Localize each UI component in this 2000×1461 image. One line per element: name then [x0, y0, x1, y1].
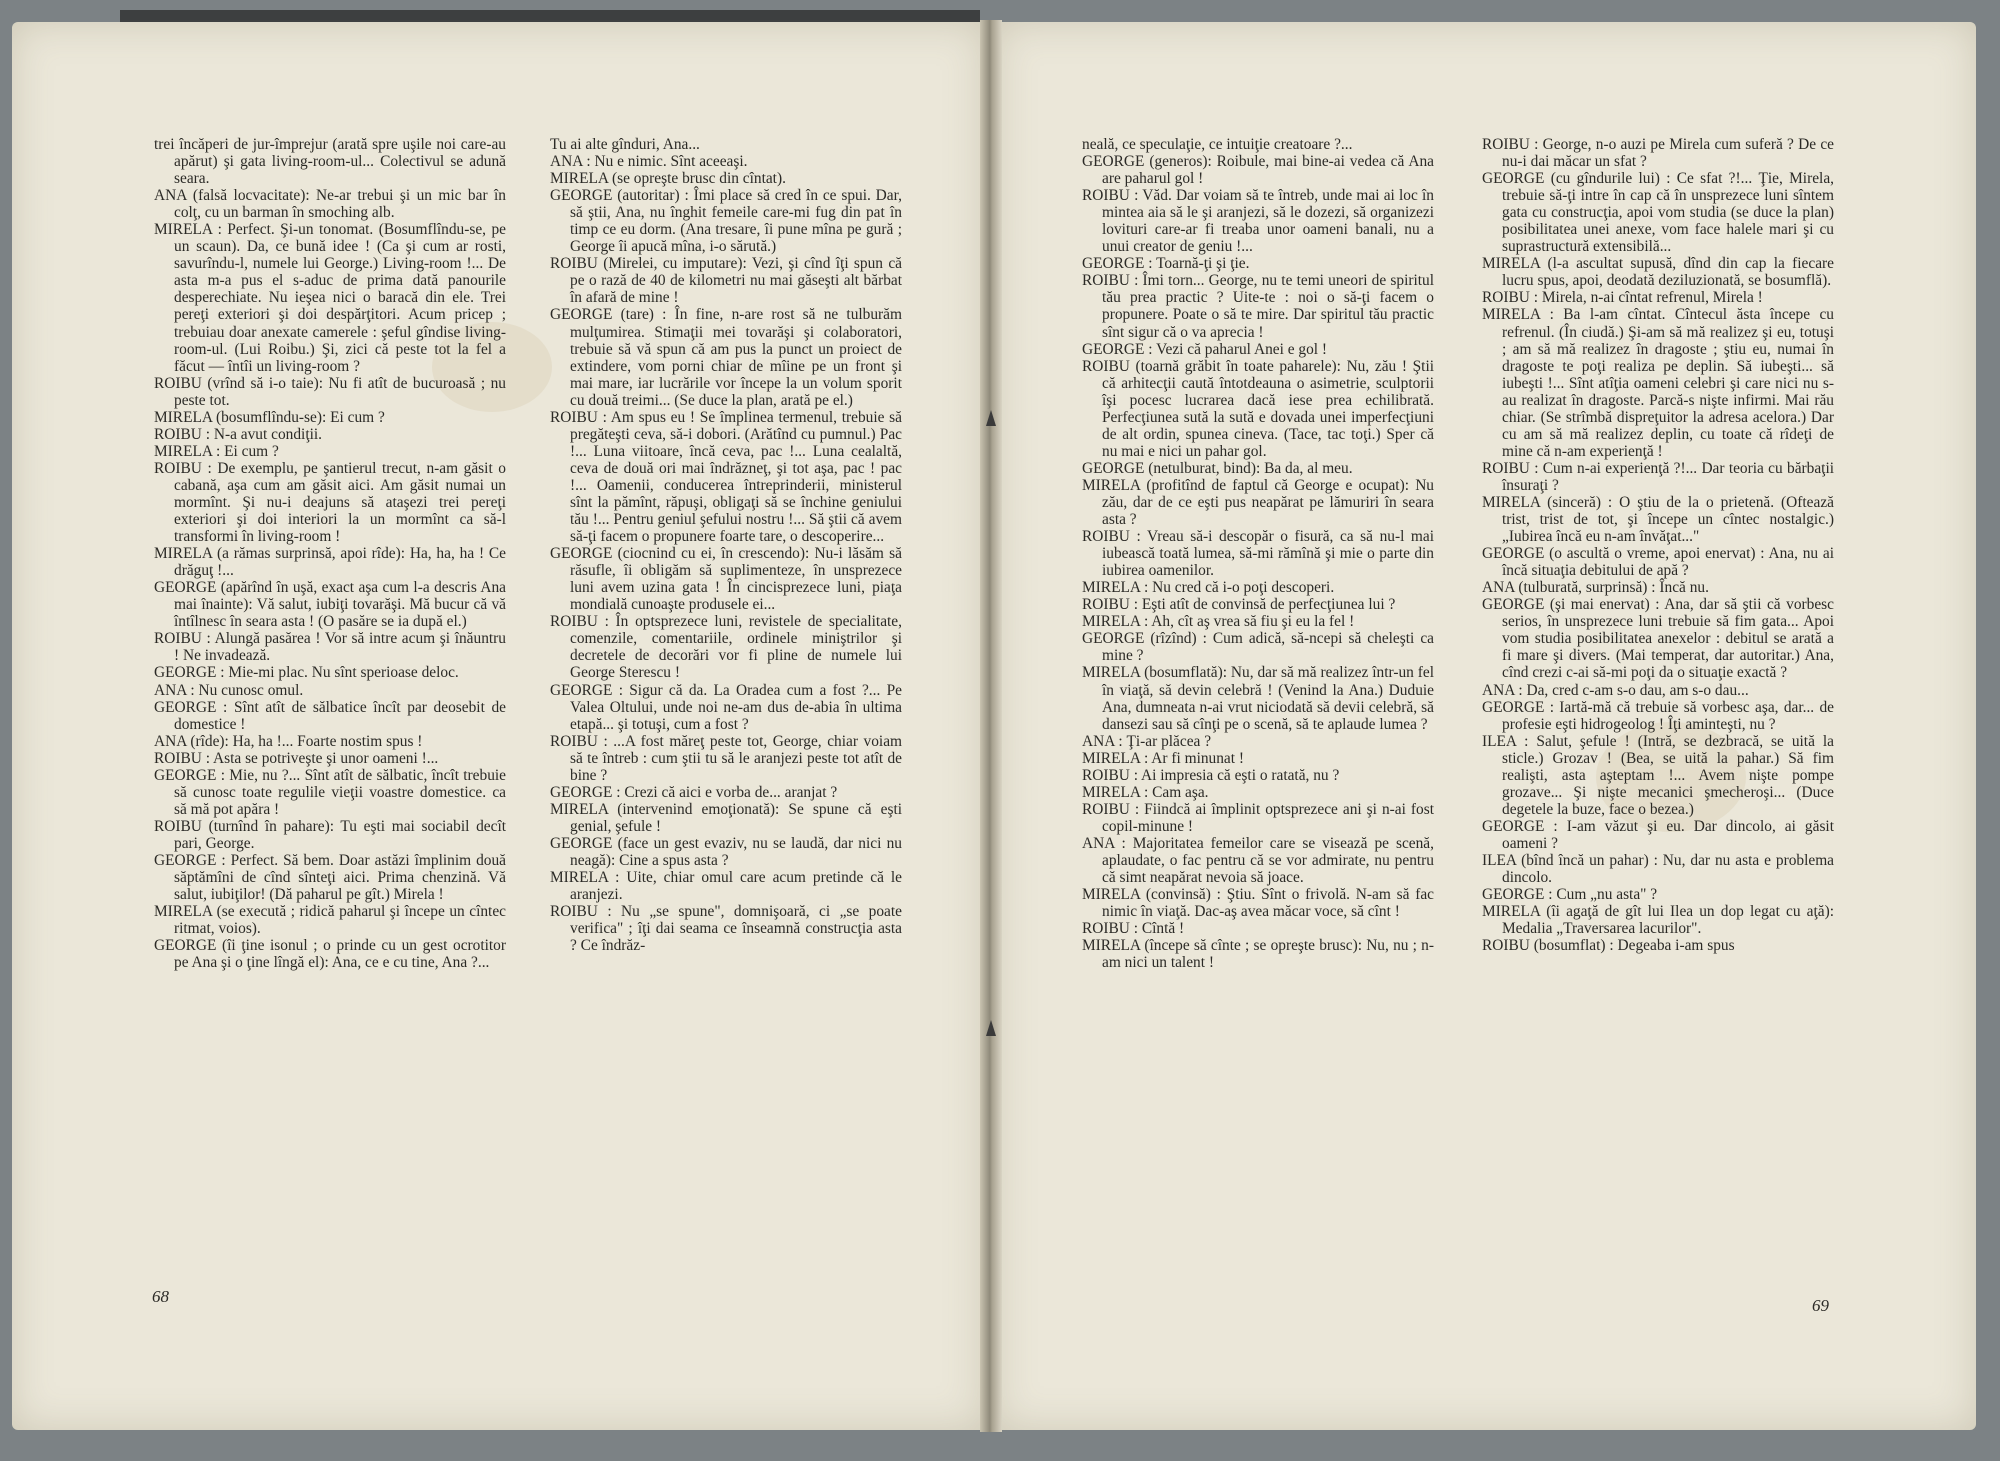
script-paragraph: GEORGE (ciocnind cu ei, în crescendo): Nu-i lăsăm să răsufle, îi obligăm să suplimenteze, în unsprezece luni avem uzina gata ! În cincisprezece luni, piaţa mondială cunoaşte produsele ei... [550, 545, 902, 614]
binding-thread-mark [986, 410, 996, 426]
script-paragraph: ROIBU : George, n-o auzi pe Mirela cum suferă ? De ce nu-i dai măcar un sfat ? [1482, 136, 1834, 171]
script-paragraph: MIRELA (bosumflată): Nu, dar să mă realizez într-un fel în viaţă, să devin celebră ! (Venind la Ana.) Duduie Ana, dumneata n-ai vrut niciodată să devii celebră, să dansezi sau să cînţi pe o scenă, să te aplaude lumea ? [1082, 664, 1434, 733]
script-paragraph: ROIBU : N-a avut condiţii. [154, 425, 322, 443]
script-paragraph: GEORGE (o ascultă o vreme, apoi enervat) : Ana, nu ai încă situaţia debitului de apă ? [1482, 545, 1834, 580]
script-paragraph: ROIBU : Vreau să-i descopăr o fisură, ca să nu-l mai iubească toată lumea, să-mi rămînă şi mie o parte din iubirea oamenilor. [1082, 528, 1434, 580]
script-paragraph: GEORGE (îi ţine isonul ; o prinde cu un gest ocrotitor pe Ana şi o ţine lîngă el): Ana, ce e cu tine, Ana ?... [154, 937, 506, 972]
script-paragraph: GEORGE (face un gest evaziv, nu se laudă, dar nici nu neagă): Cine a spus asta ? [550, 834, 902, 869]
script-paragraph: ROIBU : Asta se potriveşte şi unor oameni !... [154, 749, 439, 767]
script-paragraph: MIRELA : Perfect. Şi-un tonomat. (Bosumflîndu-se, pe un scaun). Da, ce bună idee ! (Ca şi cum ar rosti, savurîndu-l, numele lui George.) Living-room !... De asta m-a pus el s-aduc de prima dată panourile desperechiate. Nu ieşea nici o baracă din ele. Trei pereţi exteriori şi doi despărţitori. Acum pricep ; trebuiau doar anexate camerele : şeful gîndise living-room-ul. (Lui Roibu.) Şi, zici că peste tot la fel a făcut — întîi un living-room ? [154, 221, 506, 375]
script-paragraph: MIRELA (începe să cînte ; se opreşte brusc): Nu, nu ; n-am nici un talent ! [1082, 937, 1434, 972]
script-paragraph: GEORGE : Perfect. Să bem. Doar astăzi împlinim două săptămîni de cînd sînteţi aici. Prima chenzină. Vă salut, iubiţilor! (Dă paharul pe gît.) Mirela ! [154, 851, 506, 904]
script-paragraph: ROIBU : Cum n-ai experienţă ?!... Dar teoria cu bărbaţii însuraţi ? [1482, 459, 1834, 494]
script-paragraph: GEORGE (rîzînd) : Cum adică, să-ncepi să cheleşti ca mine ? [1082, 630, 1434, 665]
script-paragraph: ROIBU : Văd. Dar voiam să te întreb, unde mai ai loc în mintea aia să le şi aranjezi, să le dozezi, să organizezi lovituri care-ar fi treaba unor oameni banali, nu a unui creator de geniu !... [1082, 187, 1434, 256]
script-paragraph: GEORGE (generos): Roibule, mai bine-ai vedea că Ana are paharul gol ! [1082, 153, 1434, 188]
script-paragraph: GEORGE (netulburat, bind): Ba da, al meu. [1082, 459, 1353, 477]
binding-thread-mark [986, 1020, 996, 1036]
script-paragraph: ROIBU (turnînd în pahare): Tu eşti mai sociabil decît pari, George. [154, 817, 506, 852]
page-number-right: 69 [1812, 1296, 1829, 1315]
script-paragraph: GEORGE : I-am văzut şi eu. Dar dincolo, ai găsit oameni ? [1482, 817, 1834, 852]
script-paragraph: MIRELA (profitînd de faptul că George e ocupat): Nu zău, dar de ce eşti pus neapărat pe lămuriri în seara asta ? [1082, 476, 1434, 529]
script-paragraph: ROIBU : Ai impresia că eşti o ratată, nu ? [1082, 766, 1340, 784]
script-paragraph: ROIBU (Mirelei, cu imputare): Vezi, şi cînd îţi spun că pe o rază de 40 de kilometri nu mai găseşti alt bărbat în afară de mine ! [550, 255, 902, 307]
script-paragraph: ANA : Nu e nimic. Sînt aceeaşi. [550, 153, 748, 171]
script-paragraph: ANA (falsă locvacitate): Ne-ar trebui şi un mic bar în colţ, cu un barman în smoching alb. [154, 187, 506, 222]
script-paragraph: GEORGE : Cum „nu asta" ? [1482, 886, 1658, 904]
script-paragraph: MIRELA (bosumflîndu-se): Ei cum ? [154, 408, 385, 426]
script-paragraph: ANA : Nu cunosc omul. [154, 681, 304, 699]
script-paragraph: Tu ai alte gînduri, Ana... [550, 136, 700, 153]
script-paragraph: GEORGE : Vezi că paharul Anei e gol ! [1082, 340, 1328, 358]
script-paragraph: ROIBU : Alungă pasărea ! Vor să intre acum şi înăuntru ! Ne invadează. [154, 630, 506, 665]
script-paragraph: ROIBU : Cîntă ! [1082, 920, 1185, 938]
right-page-column-2 [1482, 136, 1834, 954]
script-paragraph: GEORGE : Iartă-mă că trebuie să vorbesc aşa, dar... de profesie eşti hidrogeolog ! Îţi aminteşti, nu ? [1482, 698, 1834, 733]
script-paragraph: ROIBU : ...A fost măreţ peste tot, George, chiar voiam să te întreb : cum ştii tu să le aranjezi peste tot atît de bine ? [550, 732, 902, 784]
script-paragraph: MIRELA (sinceră) : O ştiu de la o prietenă. (Oftează trist, trist de tot, şi începe un cîntec nostalgic.) „Iubirea încă eu n-am învăţat..." [1482, 493, 1834, 546]
script-paragraph: MIRELA (intervenind emoţionată): Se spune că eşti genial, şefule ! [550, 800, 902, 835]
script-paragraph: MIRELA : Cam aşa. [1082, 783, 1209, 801]
script-paragraph: ROIBU : De exemplu, pe şantierul trecut, n-am găsit o cabană, aşa cum am găsit aici. Am găsit numai un mormînt. Şi nu-i deajuns să ataşezi trei pereţi exteriori şi doi interiori la un mormînt ca să-l transformi în living-room ! [154, 459, 506, 546]
script-paragraph: ANA (tulburată, surprinsă) : Încă nu. [1482, 579, 1709, 597]
script-paragraph: MIRELA : Ah, cît aş vrea să fiu şi eu la fel ! [1082, 613, 1355, 631]
script-paragraph: GEORGE (autoritar) : Îmi place să cred în ce spui. Dar, să ştii, Ana, nu înghit femeile care-mi fug din pat în timp ce eu dorm. (Ana tresare, îi pune mîna pe gură ; George îi apucă mîna, i-o sărută.) [550, 187, 902, 256]
script-paragraph: ILEA (bînd încă un pahar) : Nu, dar nu asta e problema dincolo. [1482, 851, 1834, 887]
left-page-column-1 [154, 136, 506, 971]
script-paragraph: ROIBU : Mirela, n-ai cîntat refrenul, Mirela ! [1482, 289, 1763, 307]
script-paragraph: MIRELA : Ar fi minunat ! [1082, 749, 1245, 767]
script-paragraph: ROIBU (bosumflat) : Degeaba i-am spus [1482, 937, 1735, 955]
script-paragraph: ANA : Ţi-ar plăcea ? [1082, 732, 1212, 750]
left-page-column-2 [550, 136, 902, 954]
script-paragraph: trei încăperi de jur-împrejur (arată spre uşile noi care-au apărut) şi gata living-room-ul... Colectivul se adună seara. [154, 136, 506, 188]
script-paragraph: MIRELA (convinsă) : Ştiu. Sînt o frivolă. N-am să fac nimic în viaţă. Dac-aş avea măcar voce, să cînt ! [1082, 886, 1434, 921]
script-paragraph: MIRELA (se execută ; ridică paharul şi începe un cîntec ritmat, voios). [154, 903, 506, 938]
script-paragraph: MIRELA (îi agaţă de gît lui Ilea un dop legat cu aţă): Medalia „Traversarea lacurilor". [1482, 903, 1834, 938]
script-paragraph: MIRELA : Nu cred că i-o poţi descoperi. [1082, 579, 1335, 597]
script-paragraph: ANA (rîde): Ha, ha !... Foarte nostim spus ! [154, 732, 423, 750]
script-paragraph: GEORGE : Crezi că aici e vorba de... aranjat ? [550, 783, 838, 801]
script-paragraph: GEORGE : Toarnă-ţi şi ţie. [1082, 255, 1250, 273]
script-paragraph: MIRELA : Ba l-am cîntat. Cîntecul ăsta începe cu refrenul. (În ciudă.) Şi-am să mă realizez şi eu, totuşi ; am să mă realizez în dragoste ; ştiu eu, numai în dragoste te poţi realiza pe deplin. Să iubeşti... să iubeşti !... Sînt atîţia oameni celebri şi care nici nu s-au realizat în dragoste. Parcă-s nişte infirmi. Mai rău chiar. (Se strîmbă dispreţuitor la adresa acelora.) Dar cu am să mă realizez deplin, cu toate că rîdeţi de mine că n-am experienţă ! [1482, 306, 1834, 460]
script-paragraph: GEORGE (apărînd în uşă, exact aşa cum l-a descris Ana mai înainte): Vă salut, iubiţi tovarăşi. Mă bucur că vă întîlnesc în seara asta ! (O pasăre se ia după el.) [154, 579, 506, 631]
script-paragraph: MIRELA (se opreşte brusc din cîntat). [550, 170, 786, 188]
page-number-left: 68 [152, 1287, 169, 1306]
script-paragraph: MIRELA : Uite, chiar omul care acum pretinde că le aranjezi. [550, 869, 902, 904]
script-paragraph: ROIBU (vrînd să i-o taie): Nu fi atît de bucuroasă ; nu peste tot. [154, 374, 506, 409]
script-paragraph: MIRELA (l-a ascultat supusă, dînd din cap la fiecare lucru spus, apoi, deodată deziluzionată, se bosumflă). [1482, 255, 1834, 290]
script-paragraph: ROIBU : Îmi torn... George, nu te temi uneori de spiritul tău prea practic ? Uite-te : noi o să-ţi facem o propunere. Poate o să te mire. Dar spiritul tău practic sînt sigur că o va aprecia ! [1082, 272, 1434, 341]
script-paragraph: ROIBU (toarnă grăbit în toate paharele): Nu, zău ! Ştii că arhitecţii caută întotdeauna o asimetrie, sculptorii îşi pocesc lucrarea dacă iese prea echilibrată. Perfecţiunea sută la sută e dovada unei imperfecţiuni de alt ordin, spunea cineva. (Tace, tac toţi.) Sper că nu mai e nici un pahar gol. [1082, 357, 1434, 460]
book-gutter [980, 20, 1002, 1432]
script-paragraph: ILEA : Salut, şefule ! (Intră, se dezbracă, se uită la sticle.) Grozav ! (Bea, se uită la pahar.) Să fim realişti, asta aşteptam !... Avem nişte pompe grozave... Şi nişte mecanici şmecheroşi... (Duce degetele la buze, face o bezea.) [1482, 732, 1834, 818]
script-paragraph: ROIBU : Fiindcă ai împlinit optsprezece ani şi n-ai fost copil-minune ! [1082, 800, 1434, 835]
script-paragraph: neală, ce speculaţie, ce intuiţie creatoare ?... [1082, 136, 1353, 153]
script-paragraph: ROIBU : Nu „se spune", domnişoară, ci „se poate verifica" ; îţi dai seama ce înseamnă construcţia asta ? Ce îndrăz- [550, 903, 902, 955]
script-paragraph: GEORGE (şi mai enervat) : Ana, dar să ştii că vorbesc serios, în unsprezece luni trebuie să fim gata... Apoi vom studia posibilitatea anexelor : debitul se arată a fi mare şi divers. (Mai temperat, dar autoritar.) Ana, cînd crezi c-ai să-mi poţi da o situaţie exactă ? [1482, 596, 1834, 682]
script-paragraph: ANA : Da, cred c-am s-o dau, am s-o dau... [1482, 681, 1749, 699]
script-paragraph: GEORGE : Mie-mi plac. Nu sînt sperioase deloc. [154, 664, 459, 682]
script-paragraph: ROIBU : Eşti atît de convinsă de perfecţiunea lui ? [1082, 596, 1396, 614]
right-page-column-1 [1082, 136, 1434, 971]
script-paragraph: GEORGE : Sînt atît de sălbatice încît par deosebit de domestice ! [154, 698, 506, 733]
script-paragraph: GEORGE (tare) : În fine, n-are rost să ne tulburăm mulţumirea. Stimaţii mei tovarăşi şi colaboratori, trebuie să vă spun că am pus la punct un proiect de extindere, vom porni chiar de mîine pe un front şi mai mare, iar lucrările vor începe la un volum sporit cu două treimi... (Se duce la plan, arată pe el.) [550, 306, 902, 409]
script-paragraph: GEORGE : Mie, nu ?... Sînt atît de sălbatic, încît trebuie să cunosc toate regulile vieţii voastre domestice. ca să mă pot apăra ! [154, 766, 506, 818]
script-paragraph: ANA : Majoritatea femeilor care se visează pe scenă, aplaudate, o fac pentru că se vor admirate, nu pentru că simt neapărat nevoia să joace. [1082, 834, 1434, 887]
script-paragraph: GEORGE : Sigur că da. La Oradea cum a fost ?... Pe Valea Oltului, unde noi ne-am dus de-abia în ultima etapă... şi totuşi, cum a fost ? [550, 681, 902, 733]
script-paragraph: GEORGE (cu gîndurile lui) : Ce sfat ?!... Ţie, Mirela, trebuie să-ţi intre în cap că în unsprezece luni sîntem gata cu construcţia, apoi vom studia (se duce la plan) posibilitatea unei anexe, vom face halele mari şi cu suprastructură extensibilă... [1482, 170, 1834, 256]
script-paragraph: ROIBU : În optsprezece luni, revistele de specialitate, comenzile, comentariile, ordinele miniştrilor şi decretele de decorări vor fi pline de numele lui George Sterescu ! [550, 613, 902, 682]
script-paragraph: MIRELA : Ei cum ? [154, 442, 279, 460]
script-paragraph: ROIBU : Am spus eu ! Se împlinea termenul, trebuie să pregăteşti ceva, să-i dobori. (Arătînd cu pumnul.) Pac !... Luna viitoare, încă ceva, pac !... Luna cealaltă, ceva de două ori mai îndrăzneţ, şi tot aşa, pac ! pac !... Oamenii, conducerea întreprinderii, ministerul sînt la pămînt, răpuşi, obligaţi să se închine geniului tău !... Pentru geniul şefului nostru !... Să ştii că avem să-ţi facem o propunere foarte tare, o descoperire... [550, 408, 902, 546]
script-paragraph: MIRELA (a rămas surprinsă, apoi rîde): Ha, ha, ha ! Ce drăguţ !... [154, 545, 506, 580]
